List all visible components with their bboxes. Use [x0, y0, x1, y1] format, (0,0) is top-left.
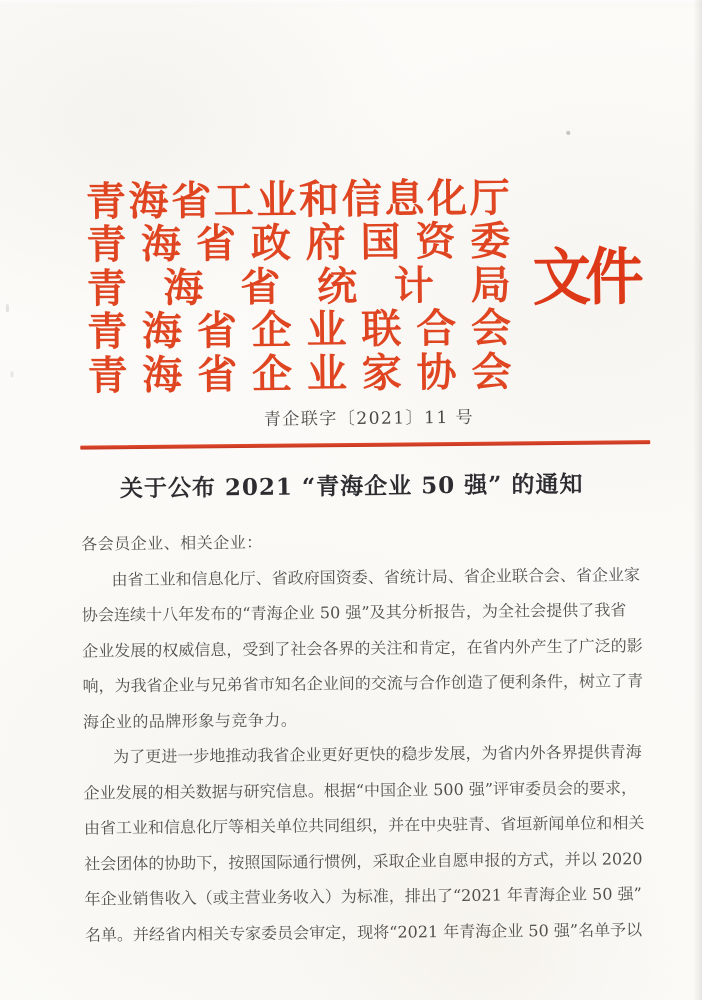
body-line: 为 了 更 进 一 步 地 推 动 我 省 企 业 更 好 更 快 的 稳 步 发 展 ， 为 省 内 外 各 界 提 供 青 海	[113, 742, 642, 767]
body-line: 名 单 。 并 经 省 内 相 关 专 家 委 员 会 审 定 ， 现 将 “ 2021 年 青 海 企 业 50 强 ” 名 单 予 以	[84, 919, 643, 945]
org-line: 青 海 省 企 业 联 合 会	[86, 304, 512, 356]
org-line: 青 海 省 企 业 家 协 会	[87, 348, 512, 400]
org-line: 青 海 省 政 府 国 资 委	[86, 217, 511, 269]
body-line: 由 省 工 业 和 信 息 化 厅 等 相 关 单 位 共 同 组 织 ， 并 在 中 央 驻 青 、 省 垣 新 闻 单 位 和 相 关	[83, 813, 645, 838]
scan-speck	[11, 371, 14, 377]
body-line: 各会员企业、相关企业：	[81, 532, 263, 554]
scan-speck	[566, 131, 570, 135]
body-line: 由 省 工 业 和 信 息 化 厅 、 省 政 府 国 资 委 、 省 统 计 局 、 省 企 业 联 合 会 、 省 企 业 家	[111, 564, 641, 589]
body-line: 年 企 业 销 售 收 入 （ 或 主 营 业 务 收 入 ） 为 标 准 ， 排 出 了 “ 2021 年 青 海 企 业 50 强 ”	[84, 884, 642, 909]
body-line: 响 ， 为 我 省 企 业 与 兄 弟 省 市 知 名 企 业 间 的 交 流 与 合 作 创 造 了 便 利 条 件 ， 树 立 了 青	[82, 671, 644, 696]
body-line: 协 会 连 续 十 八 年 发 布 的 “ 青 海 企 业 50 强 ” 及 其 分 析 报 告 ， 为 全 社 会 提 供 了 我 省	[81, 600, 627, 625]
body-line: 企 业 发 展 的 相 关 数 据 与 研 究 信 息 。 根 据 “ 中 国 企 业 500 强 ” 评 审 委 员 会 的 要 求 ，	[83, 777, 638, 803]
letterhead-org-block	[85, 174, 512, 400]
doc-number: 青企联字〔2021〕11 号	[263, 407, 475, 430]
body-line: 企 业 发 展 的 权 威 信 息 ， 受 到 了 社 会 各 界 的 关 注 和 肯 定 ， 在 省 内 外 产 生 了 广 泛 的 影	[82, 635, 643, 661]
red-divider-line	[80, 440, 650, 449]
document-title: 关于公布 2021 “青海企业 50 强” 的通知	[119, 470, 584, 503]
body-text	[81, 521, 645, 952]
scan-speck	[6, 304, 9, 312]
org-line: 青 海 省 统 计 局	[86, 261, 511, 313]
doc-type-label: 文件	[532, 240, 639, 315]
paper-top-edge-shading	[0, 0, 702, 6]
body-line: 海企业的品牌形象与竞争力。	[82, 710, 298, 732]
paper-right-edge-shading	[693, 0, 702, 1000]
body-line: 社 会 团 体 的 协 助 下 ， 按 照 国 际 通 行 惯 例 ， 采 取 企 业 自 愿 申 报 的 方 式 ， 并 以 2020	[84, 848, 643, 874]
org-line: 青 海 省 工 业 和 信 息 化 厅	[85, 174, 511, 226]
